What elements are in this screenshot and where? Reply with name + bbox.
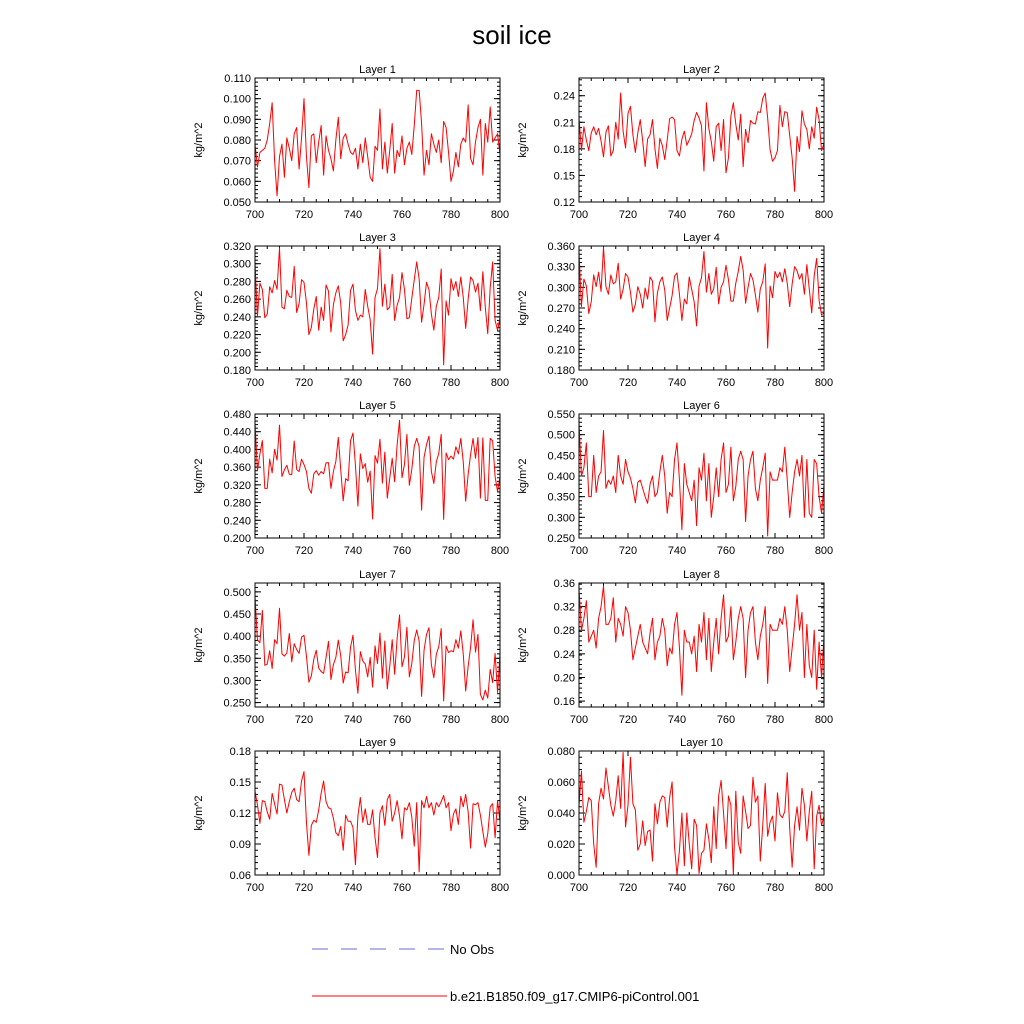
x-tick-label: 800 (814, 209, 834, 221)
y-tick-label: 0.480 (223, 409, 251, 421)
x-tick-label: 720 (294, 545, 314, 557)
y-tick-label: 0.400 (223, 631, 251, 644)
y-axis-label: kg/m^2 (517, 627, 529, 663)
x-tick-label: 700 (569, 209, 589, 221)
y-axis-label: kg/m^2 (517, 458, 529, 494)
x-tick-label: 800 (814, 545, 834, 557)
figure-title: soil ice (472, 20, 552, 50)
x-tick-label: 780 (765, 882, 785, 894)
y-tick-label: 0.300 (223, 258, 251, 271)
y-tick-label: 0.180 (223, 365, 251, 377)
x-tick-label: 720 (618, 209, 638, 221)
chart-panel-layer-4 (517, 232, 833, 389)
x-tick-label: 700 (569, 714, 589, 726)
panel-title: Layer 7 (359, 569, 396, 581)
data-series-line (255, 248, 500, 365)
y-tick-label: 0.050 (223, 197, 251, 209)
y-tick-label: 0.100 (223, 93, 251, 106)
y-axis-label: kg/m^2 (193, 627, 205, 663)
x-tick-label: 760 (392, 209, 412, 221)
y-tick-label: 0.280 (223, 497, 251, 510)
x-tick-label: 760 (716, 882, 736, 894)
x-tick-label: 720 (294, 209, 314, 221)
y-tick-label: 0.280 (223, 276, 251, 289)
x-tick-label: 760 (392, 882, 412, 894)
x-tick-label: 720 (618, 882, 638, 894)
y-tick-label: 0.360 (547, 241, 575, 253)
y-tick-label: 0.09 (229, 839, 251, 851)
x-tick-label: 800 (814, 377, 834, 389)
x-tick-label: 780 (765, 545, 785, 557)
y-tick-label: 0.36 (553, 578, 575, 590)
y-tick-label: 0.450 (547, 450, 575, 463)
y-tick-label: 0.080 (547, 746, 575, 758)
panel-title: Layer 5 (359, 400, 396, 412)
y-tick-label: 0.210 (547, 344, 575, 357)
data-series-line (255, 772, 500, 872)
x-tick-label: 700 (245, 882, 265, 894)
data-series-line (255, 420, 500, 519)
data-series-line (579, 422, 824, 536)
chart-panel-layer-8 (517, 569, 833, 726)
y-axis-label: kg/m^2 (517, 122, 529, 158)
x-tick-label: 740 (667, 714, 687, 726)
y-tick-label: 0.220 (223, 329, 251, 342)
plot-frame (579, 246, 824, 370)
x-tick-label: 760 (716, 714, 736, 726)
x-tick-label: 700 (569, 377, 589, 389)
x-tick-label: 740 (343, 545, 363, 557)
y-tick-label: 0.320 (223, 479, 251, 492)
y-tick-label: 0.250 (547, 533, 575, 545)
panel-title: Layer 3 (359, 232, 396, 244)
y-tick-label: 0.240 (547, 323, 575, 336)
x-tick-label: 760 (716, 545, 736, 557)
y-axis-label: kg/m^2 (193, 795, 205, 831)
x-tick-label: 740 (343, 714, 363, 726)
x-tick-label: 700 (569, 882, 589, 894)
y-tick-label: 0.550 (547, 409, 575, 421)
chart-panel-layer-10 (517, 737, 833, 894)
y-tick-label: 0.12 (229, 808, 251, 820)
x-tick-label: 800 (490, 882, 510, 894)
y-tick-label: 0.350 (547, 491, 575, 504)
y-tick-label: 0.020 (547, 839, 575, 851)
y-tick-label: 0.18 (553, 143, 575, 156)
y-tick-label: 0.360 (223, 462, 251, 475)
y-tick-label: 0.070 (223, 155, 251, 168)
data-series-line (579, 247, 824, 348)
data-series-line (255, 90, 500, 195)
x-tick-label: 700 (245, 209, 265, 221)
y-tick-label: 0.400 (223, 444, 251, 457)
y-axis-label: kg/m^2 (517, 795, 529, 831)
chart-panel-layer-1 (193, 64, 509, 221)
x-tick-label: 760 (392, 545, 412, 557)
y-tick-label: 0.06 (229, 870, 251, 882)
x-tick-label: 780 (441, 714, 461, 726)
x-tick-label: 740 (667, 882, 687, 894)
y-tick-label: 0.080 (223, 135, 251, 147)
y-tick-label: 0.12 (553, 197, 575, 209)
data-series-line (579, 753, 824, 875)
y-tick-label: 0.18 (229, 746, 251, 758)
chart-panel-layer-7 (193, 569, 509, 726)
y-tick-label: 0.110 (224, 73, 251, 85)
y-tick-label: 0.040 (547, 808, 575, 820)
x-tick-label: 720 (618, 545, 638, 557)
plot-frame (579, 583, 824, 707)
x-tick-label: 740 (667, 209, 687, 221)
y-tick-label: 0.300 (547, 282, 575, 295)
y-axis-label: kg/m^2 (193, 290, 205, 326)
x-tick-label: 720 (294, 377, 314, 389)
plot-frame (255, 583, 500, 707)
y-tick-label: 0.24 (553, 90, 575, 103)
y-tick-label: 0.21 (553, 117, 575, 130)
y-tick-label: 0.20 (553, 672, 575, 685)
y-tick-label: 0.500 (547, 429, 575, 442)
y-tick-label: 0.300 (223, 675, 251, 688)
x-tick-label: 800 (490, 545, 510, 557)
y-tick-label: 0.240 (223, 515, 251, 528)
y-tick-label: 0.060 (547, 777, 575, 789)
panel-title: Layer 8 (683, 569, 720, 581)
panel-title: Layer 1 (359, 64, 396, 76)
x-tick-label: 700 (569, 545, 589, 557)
y-axis-label: kg/m^2 (193, 458, 205, 494)
data-series-line (579, 93, 824, 191)
x-tick-label: 760 (716, 377, 736, 389)
y-tick-label: 0.28 (553, 625, 575, 638)
panel-title: Layer 9 (359, 737, 396, 749)
x-tick-label: 800 (490, 714, 510, 726)
y-tick-label: 0.180 (547, 365, 575, 377)
y-axis-label: kg/m^2 (517, 290, 529, 326)
y-tick-label: 0.000 (547, 870, 575, 882)
x-tick-label: 800 (490, 209, 510, 221)
x-tick-label: 780 (765, 714, 785, 726)
x-tick-label: 780 (765, 377, 785, 389)
x-tick-label: 700 (245, 545, 265, 557)
x-tick-label: 740 (667, 545, 687, 557)
x-tick-label: 800 (814, 714, 834, 726)
y-tick-label: 0.15 (553, 170, 575, 183)
data-series-line (579, 586, 824, 695)
y-tick-label: 0.200 (223, 533, 251, 545)
y-tick-label: 0.16 (553, 696, 575, 709)
y-tick-label: 0.500 (223, 586, 251, 599)
x-tick-label: 720 (618, 714, 638, 726)
plot-frame (255, 78, 500, 202)
x-tick-label: 760 (716, 209, 736, 221)
y-tick-label: 0.320 (223, 241, 251, 253)
x-tick-label: 760 (392, 377, 412, 389)
chart-panel-layer-5 (193, 400, 509, 557)
data-series-line (255, 596, 500, 701)
x-tick-label: 700 (245, 377, 265, 389)
x-tick-label: 800 (490, 377, 510, 389)
y-tick-label: 0.200 (223, 347, 251, 360)
x-tick-label: 780 (765, 209, 785, 221)
x-tick-label: 780 (441, 209, 461, 221)
panels-grid (193, 64, 833, 894)
y-tick-label: 0.400 (547, 471, 575, 483)
x-tick-label: 800 (814, 882, 834, 894)
y-tick-label: 0.060 (223, 176, 251, 189)
x-tick-label: 740 (343, 882, 363, 894)
y-tick-label: 0.32 (553, 601, 575, 614)
x-tick-label: 760 (392, 714, 412, 726)
x-tick-label: 700 (245, 714, 265, 726)
y-tick-label: 0.090 (223, 114, 251, 127)
plot-frame (255, 246, 500, 370)
panel-title: Layer 4 (683, 232, 720, 244)
y-tick-label: 0.270 (547, 303, 575, 315)
chart-panel-layer-2 (517, 64, 833, 221)
panel-title: Layer 10 (680, 737, 723, 749)
y-tick-label: 0.240 (223, 311, 251, 324)
plot-frame (255, 414, 500, 538)
y-tick-label: 0.24 (553, 648, 575, 661)
x-tick-label: 780 (441, 377, 461, 389)
y-tick-label: 0.350 (223, 653, 251, 666)
x-tick-label: 720 (294, 882, 314, 894)
y-axis-label: kg/m^2 (193, 122, 205, 158)
x-tick-label: 720 (618, 377, 638, 389)
x-tick-label: 780 (441, 882, 461, 894)
y-tick-label: 0.330 (547, 261, 575, 274)
legend-no-obs-label: No Obs (450, 942, 495, 957)
legend (312, 942, 699, 1004)
legend-model-label: b.e21.B1850.f09_g17.CMIP6-piControl.001 (450, 989, 700, 1004)
y-tick-label: 0.260 (223, 294, 251, 307)
y-tick-label: 0.300 (547, 512, 575, 525)
panel-title: Layer 6 (683, 400, 720, 412)
x-tick-label: 740 (343, 209, 363, 221)
chart-panel-layer-6 (517, 400, 833, 557)
x-tick-label: 720 (294, 714, 314, 726)
plot-frame (579, 78, 824, 202)
chart-panel-layer-3 (193, 232, 509, 389)
y-tick-label: 0.440 (223, 426, 251, 439)
y-tick-label: 0.450 (223, 609, 251, 621)
x-tick-label: 740 (667, 377, 687, 389)
y-tick-label: 0.250 (223, 697, 251, 710)
x-tick-label: 780 (441, 545, 461, 557)
chart-panel-layer-9 (193, 737, 509, 894)
y-tick-label: 0.15 (229, 777, 251, 789)
x-tick-label: 740 (343, 377, 363, 389)
panel-title: Layer 2 (683, 64, 720, 76)
